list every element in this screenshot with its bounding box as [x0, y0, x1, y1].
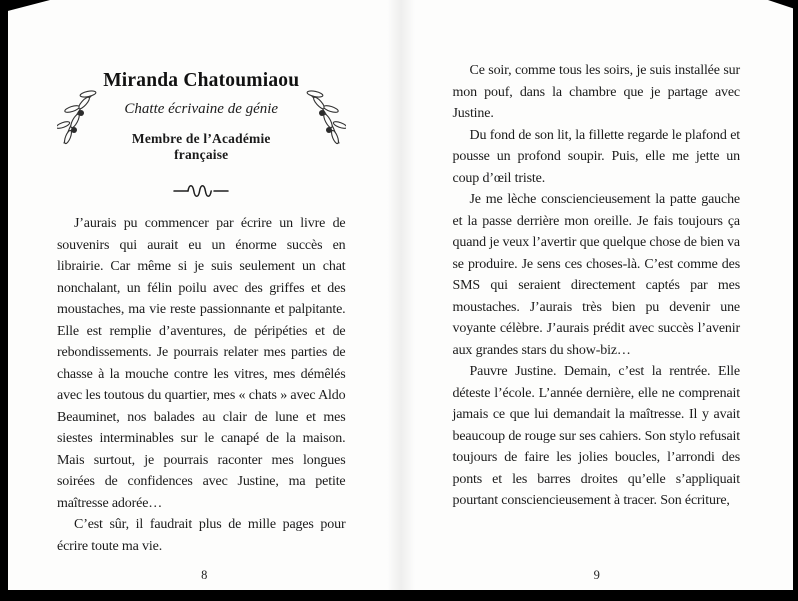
character-membership: Membre de l’Académie française: [131, 131, 271, 162]
book-spread: [8, 0, 793, 590]
page-left: [8, 0, 401, 590]
page-number-right: 9: [593, 568, 600, 582]
paragraph: C’est sûr, il faudrait plus de mille pages pour écrire toute ma vie.: [57, 517, 346, 554]
paragraph: Je me lèche consciencieusement la patte gauche et la passe derrière mon oreille. Je fais toujours ça quand je veux l’avertir que quelque chose de bien va se produire. Je sens ces choses-là. C’est comme des SMS qui seraient directement captés par mes moustaches. J’aurais très bien pu devenir une voyante célèbre. J’aurais prédit avec succès l’avenir aux grandes stars du show-biz…: [452, 192, 740, 358]
right-page-body: [453, 60, 741, 512]
olive-branch-icon: [304, 87, 346, 147]
olive-branch-icon: [57, 87, 99, 147]
heading-row: [57, 70, 346, 163]
paragraph: Ce soir, comme tous les soirs, je suis installée sur mon pouf, dans la chambre que je partage avec Justine.: [452, 63, 740, 121]
left-page-body: [57, 213, 346, 557]
squiggle-rope-divider-icon: [57, 182, 346, 200]
chapter-heading: [57, 70, 346, 200]
paragraph: Du fond de son lit, la fillette regarde le plafond et pousse un profond soupir. Puis, elle me jette un coup d’œil triste.: [452, 127, 740, 186]
page-right: [401, 0, 794, 590]
paragraph: J’aurais pu commencer par écrire un livre de souvenirs qui aurait eu un énorme succès en librairie. Car même si je suis seulement un chat nonchalant, un félin poilu avec des griffes et des moustaches, ma vie reste passionnante et palpitante. Elle est remplie d’aventures, de péripéties et de rebondissements. Je pourrais relater mes parties de chasse à la mouche contre les vitres, mes démêlés avec les toutous du quartier, mes « chats » avec Aldo Beauminet, nos balades au clair de lune et mes siestes interminables sur le canapé de la maison. Mais surtout, je pourrais raconter mes longues soirées de confidences avec Justine, ma petite maîtresse adorée…: [57, 216, 346, 511]
character-subtitle: Chatte écrivaine de génie: [124, 101, 279, 117]
character-name-title: Miranda Chatoumiaou: [103, 70, 300, 91]
paragraph: Pauvre Justine. Demain, c’est la rentrée. Elle déteste l’école. L’année dernière, elle ne comprenait jamais ce que lui demandait la maîtresse. Il y avait beaucoup de rouge sur ses cahiers. Son stylo refusait toujours de faire les jolies boucles, l’arrondi des ponts et les barres droites qu’elle s’appliquait pourtant consciencieusement à tracer. Son écriture,: [452, 364, 740, 508]
heading-text-block: [103, 70, 300, 163]
page-number-left: 8: [201, 568, 208, 582]
